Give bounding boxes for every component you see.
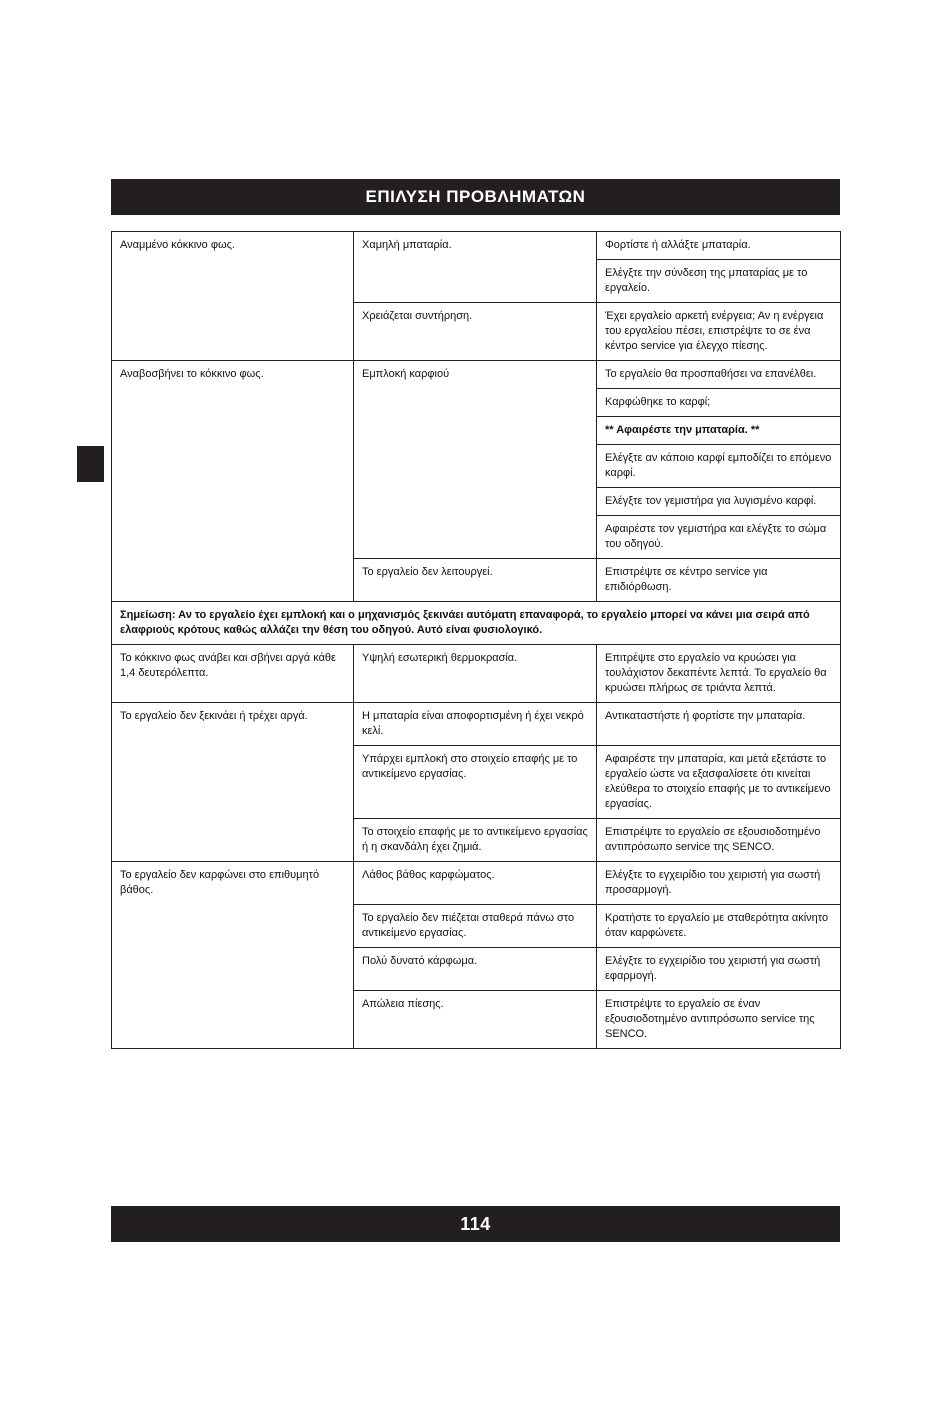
solution-cell: Επιτρέψτε στο εργαλείο να κρυώσει για τουλάχιστον δεκαπέντε λεπτά. Το εργαλείο θα κρυώσει πλήρως σε τριάντα λεπτά. xyxy=(597,645,841,703)
problem-cell: Το εργαλείο δεν ξεκινάει ή τρέχει αργά. xyxy=(112,703,354,862)
section-title: ΕΠΙΛΥΣΗ ΠΡΟΒΛΗΜΑΤΩΝ xyxy=(365,187,586,206)
problem-cell: Αναμμένο κόκκινο φως. xyxy=(112,232,354,361)
table-row xyxy=(112,645,841,703)
problem-cell: Το εργαλείο δεν καρφώνει στο επιθυμητό βάθος. xyxy=(112,862,354,1049)
table-row xyxy=(112,361,841,389)
cause-cell: Το εργαλείο δεν λειτουργεί. xyxy=(354,559,597,602)
solution-cell: Αφαιρέστε την μπαταρία, και μετά εξετάστε το εργαλείο ώστε να εξασφαλίσετε ότι κινείται ελεύθερα το στοιχείο επαφής με το αντικείμενο εργασίας. xyxy=(597,746,841,819)
solution-cell: Κρατήστε το εργαλείο με σταθερότητα ακίνητο όταν καρφώνετε. xyxy=(597,905,841,948)
page-number-bar xyxy=(111,1206,840,1242)
solution-cell: Φορτίστε ή αλλάξτε μπαταρία. xyxy=(597,232,841,260)
cause-cell: Χρειάζεται συντήρηση. xyxy=(354,303,597,361)
cause-cell: Λάθος βάθος καρφώματος. xyxy=(354,862,597,905)
solution-cell: Ελέγξτε αν κάποιο καρφί εμποδίζει το επόμενο καρφί. xyxy=(597,445,841,488)
problem-cell: Αναβοσβήνει το κόκκινο φως. xyxy=(112,361,354,602)
cause-cell: Πολύ δυνατό κάρφωμα. xyxy=(354,948,597,991)
cause-cell: Εμπλοκή καρφιού xyxy=(354,361,597,559)
cause-cell: Το εργαλείο δεν πιέζεται σταθερά πάνω στο αντικείμενο εργασίας. xyxy=(354,905,597,948)
section-title-bar xyxy=(111,179,840,215)
solution-cell: Ελέγξτε τον γεμιστήρα για λυγισμένο καρφί. xyxy=(597,488,841,516)
table-row xyxy=(112,862,841,905)
troubleshooting-table xyxy=(111,231,841,1049)
problem-cell: Το κόκκινο φως ανάβει και σβήνει αργά κάθε 1,4 δευτερόλεπτα. xyxy=(112,645,354,703)
solution-cell: Επιστρέψτε σε κέντρο service για επιδιόρθωση. xyxy=(597,559,841,602)
table-row xyxy=(112,703,841,746)
solution-cell: Ελέγξτε το εγχειρίδιο του χειριστή για σωστή προσαρμογή. xyxy=(597,862,841,905)
cause-cell: Χαμηλή μπαταρία. xyxy=(354,232,597,303)
solution-cell: Επιστρέψτε το εργαλείο σε έναν εξουσιοδοτημένο αντιπρόσωπο service της SENCO. xyxy=(597,991,841,1049)
solution-cell: Έχει εργαλείο αρκετή ενέργεια; Αν η ενέργεια του εργαλείου πέσει, επιστρέψτε το σε ένα κέντρο service για έλεγχο πίεσης. xyxy=(597,303,841,361)
solution-cell: Επιστρέψτε το εργαλείο σε εξουσιοδοτημένο αντιπρόσωπο service της SENCO. xyxy=(597,819,841,862)
table-row xyxy=(112,602,841,645)
solution-cell: Αφαιρέστε τον γεμιστήρα και ελέγξτε το σώμα του οδηγού. xyxy=(597,516,841,559)
page-number: 114 xyxy=(460,1213,491,1234)
solution-cell: Ελέγξτε το εγχειρίδιο του χειριστή για σωστή εφαρμογή. xyxy=(597,948,841,991)
cause-cell: Απώλεια πίεσης. xyxy=(354,991,597,1049)
solution-cell-warning: ** Αφαιρέστε την μπαταρία. ** xyxy=(597,417,841,445)
note-cell: Σημείωση: Αν το εργαλείο έχει εμπλοκή και ο μηχανισμός ξεκινάει αυτόματη επαναφορά, το εργαλείο μπορεί να κάνει μια σειρά από ελαφριούς κρότους καθώς αλλάζει την θέση του οδηγού. Αυτό είναι φυσιολογικό. xyxy=(112,602,841,645)
cause-cell: Υπάρχει εμπλοκή στο στοιχείο επαφής με το αντικείμενο εργασίας. xyxy=(354,746,597,819)
solution-cell: Αντικαταστήστε ή φορτίστε την μπαταρία. xyxy=(597,703,841,746)
cause-cell: Η μπαταρία είναι αποφορτισμένη ή έχει νεκρό κελί. xyxy=(354,703,597,746)
solution-cell: Καρφώθηκε το καρφί; xyxy=(597,389,841,417)
cause-cell: Το στοιχείο επαφής με το αντικείμενο εργασίας ή η σκανδάλη έχει ζημιά. xyxy=(354,819,597,862)
solution-cell: Το εργαλείο θα προσπαθήσει να επανέλθει. xyxy=(597,361,841,389)
table-row xyxy=(112,232,841,260)
side-tab-marker xyxy=(77,446,104,482)
solution-cell: Ελέγξτε την σύνδεση της μπαταρίας με το εργαλείο. xyxy=(597,260,841,303)
cause-cell: Υψηλή εσωτερική θερμοκρασία. xyxy=(354,645,597,703)
